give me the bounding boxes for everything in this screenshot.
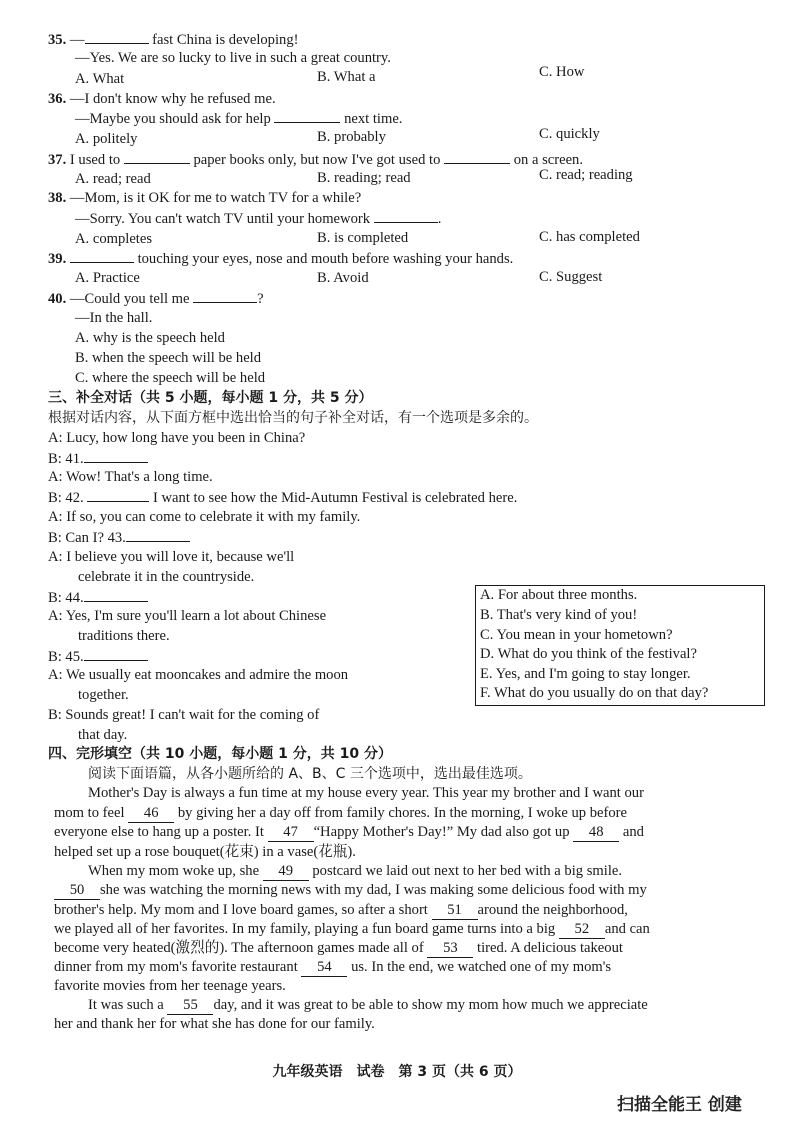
- blank-52: 52: [559, 921, 605, 939]
- scanner-watermark: 扫描全能王 创建: [617, 1095, 742, 1115]
- passage-line: favorite movies from her teenage years.: [54, 978, 286, 994]
- passage-line: Mother's Day is always a fun time at my house every year. This year my brother and I want our: [88, 785, 644, 801]
- option-b: B. when the speech will be held: [75, 350, 262, 366]
- blank-47: 47: [268, 824, 314, 842]
- option-b: B. What a: [317, 69, 376, 85]
- box-option: C. You mean in your hometown?: [480, 627, 673, 643]
- passage-line: It was such a 55 day, and it was great to be able to show my mom how much we appreciate: [88, 997, 648, 1013]
- options-box: [475, 585, 765, 706]
- blank-54: 54: [301, 959, 347, 977]
- answer-blank: [193, 289, 257, 303]
- passage-line: brother's help. My mom and I love board games, so after a short 51 around the neighborhood,: [54, 902, 628, 918]
- option-c: C. read; reading: [539, 167, 633, 183]
- passage-line: 50 she was watching the morning news with my dad, I was making some delicious food with my: [54, 881, 647, 900]
- blank-49: 49: [263, 863, 309, 881]
- dialog-line: B: Sounds great! I can't wait for the coming of: [48, 707, 320, 723]
- passage-line: we played all of her favorites. In my family, playing a fun board game turns into a big 52 and can: [54, 921, 650, 937]
- dialog-line: —In the hall.: [75, 310, 153, 326]
- dialog-line: B: 42. I want to see how the Mid-Autumn Festival is celebrated here.: [48, 490, 518, 506]
- section-instructions: 阅读下面语篇，从各小题所给的 A、B、C 三个选项中，选出最佳选项。: [88, 766, 532, 782]
- dialog-line: —Maybe you should ask for help next time.: [75, 111, 403, 127]
- blank-53: 53: [427, 940, 473, 958]
- option-c: C. How: [539, 64, 585, 80]
- option-b: B. Avoid: [317, 270, 369, 286]
- answer-blank: [84, 449, 148, 463]
- blank-46: 46: [128, 805, 174, 823]
- section-title: 四、完形填空（共 10 小题，每小题 1 分，共 10 分）: [48, 746, 392, 762]
- passage-line: dinner from my mom's favorite restaurant 54 us. In the end, we watched one of my mom's: [54, 959, 612, 975]
- box-option: F. What do you usually do on that day?: [480, 685, 709, 701]
- box-option: E. Yes, and I'm going to stay longer.: [480, 666, 691, 682]
- option-c: C. has completed: [539, 229, 640, 245]
- answer-blank: [274, 109, 340, 123]
- blank-50: 50: [54, 882, 100, 900]
- dialog-line: celebrate it in the countryside.: [78, 569, 255, 585]
- dialog-line: A: We usually eat mooncakes and admire the moon: [48, 667, 349, 683]
- answer-blank: [87, 488, 149, 502]
- option-a: A. why is the speech held: [75, 330, 225, 346]
- dialog-line: B: 45.: [48, 647, 148, 667]
- option-a: A. read; read: [75, 171, 151, 187]
- answer-blank: [444, 150, 510, 164]
- answer-blank: [374, 209, 438, 223]
- answer-blank: [85, 30, 149, 44]
- dialog-line: B: 41.: [48, 449, 148, 469]
- dialog-line: A: Wow! That's a long time.: [48, 469, 213, 485]
- passage-line: become very heated(激烈的). The afternoon games made all of 53 tired. A delicious takeout: [54, 940, 623, 956]
- option-a: A. completes: [75, 231, 153, 247]
- dialog-line: —Yes. We are so lucky to live in such a great country.: [75, 50, 391, 66]
- option-b: B. is completed: [317, 230, 409, 246]
- dialog-line: A: Lucy, how long have you been in China?: [48, 430, 306, 446]
- question-40: 40. —Could you tell me ?: [48, 291, 264, 307]
- section-instructions: 根据对话内容，从下面方框中选出恰当的句子补全对话，有一个选项是多余的。: [48, 410, 538, 426]
- option-c: C. Suggest: [539, 269, 603, 285]
- dialog-line: A: If so, you can come to celebrate it with my family.: [48, 509, 361, 525]
- answer-blank: [84, 588, 148, 602]
- option-a: A. Practice: [75, 270, 140, 286]
- passage-line: mom to feel 46 by giving her a day off from family chores. In the morning, I woke up before: [54, 805, 628, 821]
- question-36: 36. —I don't know why he refused me.: [48, 91, 276, 107]
- option-b: B. reading; read: [317, 170, 411, 186]
- answer-blank: [84, 647, 148, 661]
- section-title: 三、补全对话（共 5 小题，每小题 1 分，共 5 分）: [48, 390, 373, 406]
- option-a: A. What: [75, 71, 125, 87]
- passage-line: everyone else to hang up a poster. It 47 “Happy Mother's Day!” My dad also got up 48 and: [54, 824, 644, 840]
- question-35: 35. — fast China is developing!: [48, 32, 299, 48]
- dialog-line: —Sorry. You can't watch TV until your homework .: [75, 211, 442, 227]
- blank-51: 51: [432, 902, 478, 920]
- box-option: D. What do you think of the festival?: [480, 646, 697, 662]
- passage-line: helped set up a rose bouquet(花束) in a vase(花瓶).: [54, 844, 356, 860]
- box-option: B. That's very kind of you!: [480, 607, 638, 623]
- answer-blank: [124, 150, 190, 164]
- option-c: C. where the speech will be held: [75, 370, 266, 386]
- question-39: 39. touching your eyes, nose and mouth before washing your hands.: [48, 251, 514, 267]
- dialog-line: that day.: [78, 727, 128, 743]
- box-option: A. For about three months.: [480, 587, 638, 603]
- blank-55: 55: [167, 997, 213, 1015]
- answer-blank: [70, 249, 134, 263]
- dialog-line: B: Can I? 43.: [48, 528, 190, 548]
- option-a: A. politely: [75, 131, 138, 147]
- question-38: 38. —Mom, is it OK for me to watch TV for a while?: [48, 190, 362, 206]
- option-b: B. probably: [317, 129, 386, 145]
- dialog-line: A: Yes, I'm sure you'll learn a lot about Chinese: [48, 608, 327, 624]
- dialog-line: traditions there.: [78, 628, 170, 644]
- blank-48: 48: [573, 824, 619, 842]
- answer-blank: [126, 528, 190, 542]
- passage-line: When my mom woke up, she 49 postcard we laid out next to her bed with a big smile.: [88, 863, 622, 879]
- dialog-line: together.: [78, 687, 129, 703]
- dialog-line: B: 44.: [48, 588, 148, 608]
- dialog-line: A: I believe you will love it, because we'll: [48, 549, 295, 565]
- passage-line: her and thank her for what she has done for our family.: [54, 1016, 375, 1032]
- page-footer: 九年级英语 试卷 第 3 页（共 6 页）: [272, 1064, 522, 1080]
- option-c: C. quickly: [539, 126, 600, 142]
- question-37: 37. I used to paper books only, but now I've got used to on a screen.: [48, 152, 583, 168]
